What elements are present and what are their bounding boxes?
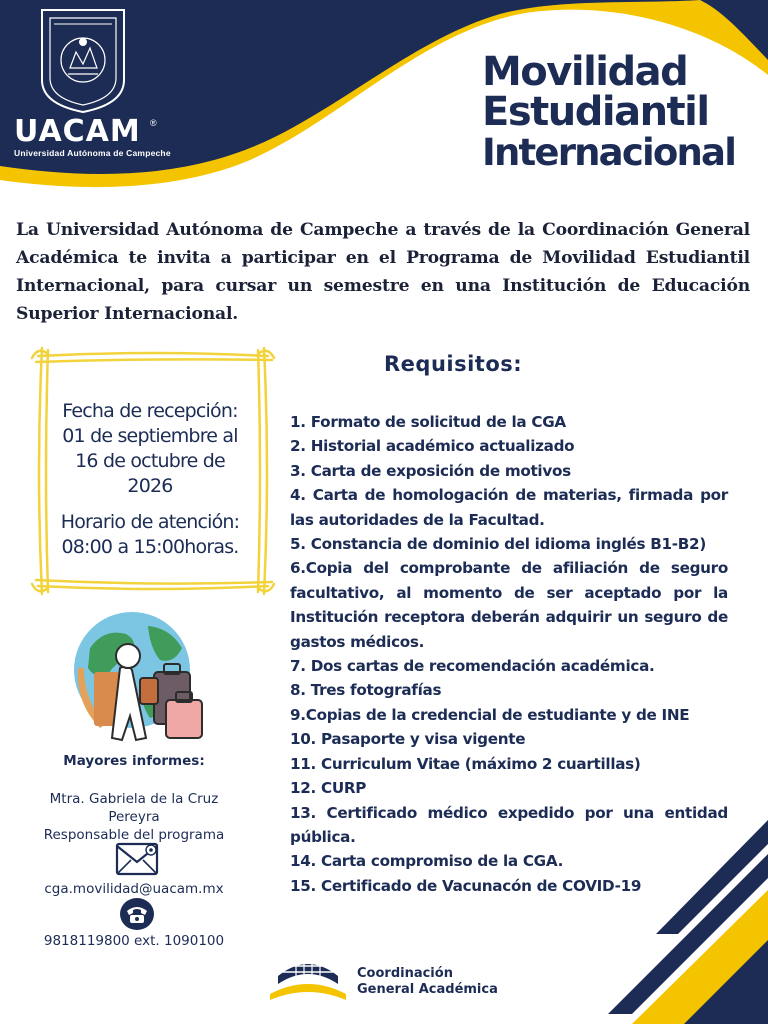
uacam-logo-subtitle: Universidad Autónoma de Campeche (14, 148, 171, 158)
requirements-title: Requisitos: (384, 352, 523, 376)
reception-dates-line-3: 2026 (127, 475, 173, 497)
requirement-item: 13. Certificado médico expedido por una entidad pública. (290, 803, 728, 846)
requirement-item: 9.Copias de la credencial de estudiante y de INE (290, 705, 690, 724)
reception-label: Fecha de recepción: (62, 400, 238, 422)
requirement-item: 1. Formato de solicitud de la CGA (290, 413, 566, 431)
contact-name-line-2: Pereyra (108, 809, 160, 825)
contact-phone: 9818119800 ext. 1090100 (43, 933, 225, 949)
contact-email-link[interactable]: cga.movilidad@uacam.mx (44, 881, 224, 897)
envelope-icon (115, 842, 159, 876)
intro-paragraph: La Universidad Autónoma de Campeche a través de la Coordinación General Académica te invita a participar en el Programa de Movilidad Estudiantil Internacional, para cursar un semestre en una Institución de Educación Superior Internacional. (16, 220, 750, 324)
uacam-logo-text: UACAM (14, 114, 141, 149)
requirement-item: 8. Tres fotografías (290, 681, 442, 700)
reception-dates-line-2: 16 de octubre de (75, 450, 225, 472)
university-seal-icon (40, 8, 126, 114)
contact-name-line-1: Mtra. Gabriela de la Cruz (49, 791, 219, 807)
corner-stripes-decoration (560, 820, 768, 1024)
requirement-item: 4. Carta de homologación de materias, firmada por las autoridades de la Facultad. (290, 486, 728, 529)
requirement-item: 6.Copia del comprobante de afiliación de seguro facultativo, al momento de ser aceptado por la Institución receptora deberán adquirir un seguro de gastos médicos. (290, 559, 728, 651)
footer-org-line-2: General Académica (357, 982, 498, 997)
requirement-item: 2. Historial académico actualizado (290, 437, 575, 456)
page-title-line-3: Internacional (482, 131, 736, 174)
registered-mark: ® (150, 118, 157, 128)
globe-traveler-illustration-icon (70, 608, 210, 748)
requirement-item: 11. Curriculum Vitae (máximo 2 cuartillas) (290, 754, 641, 773)
requirement-item: 3. Carta de exposición de motivos (290, 461, 571, 480)
cga-logo-icon (266, 950, 350, 1008)
requirement-item: 15. Certificado de Vacunacón de COVID-19 (290, 876, 642, 895)
requirement-item: 7. Dos cartas de recomendación académica. (290, 657, 655, 676)
reception-dates-line-1: 01 de septiembre al (62, 425, 238, 447)
contact-role: Responsable del programa (43, 827, 225, 843)
footer-org-line-1: Coordinación (357, 966, 453, 981)
phone-icon (118, 896, 156, 932)
page-title-line-1: Movilidad (482, 49, 688, 95)
page-title-line-2: Estudiantil (482, 89, 709, 135)
hours-label: Horario de atención: (60, 511, 240, 533)
requirement-item: 5. Constancia de dominio del idioma inglés B1-B2) (290, 535, 706, 554)
requirement-item: 12. CURP (290, 779, 367, 798)
contact-heading: Mayores informes: (63, 753, 205, 769)
requirement-item: 14. Carta compromiso de la CGA. (290, 852, 564, 871)
requirement-item: 10. Pasaporte y visa vigente (290, 730, 526, 749)
hours-value: 08:00 a 15:00horas. (61, 536, 239, 558)
